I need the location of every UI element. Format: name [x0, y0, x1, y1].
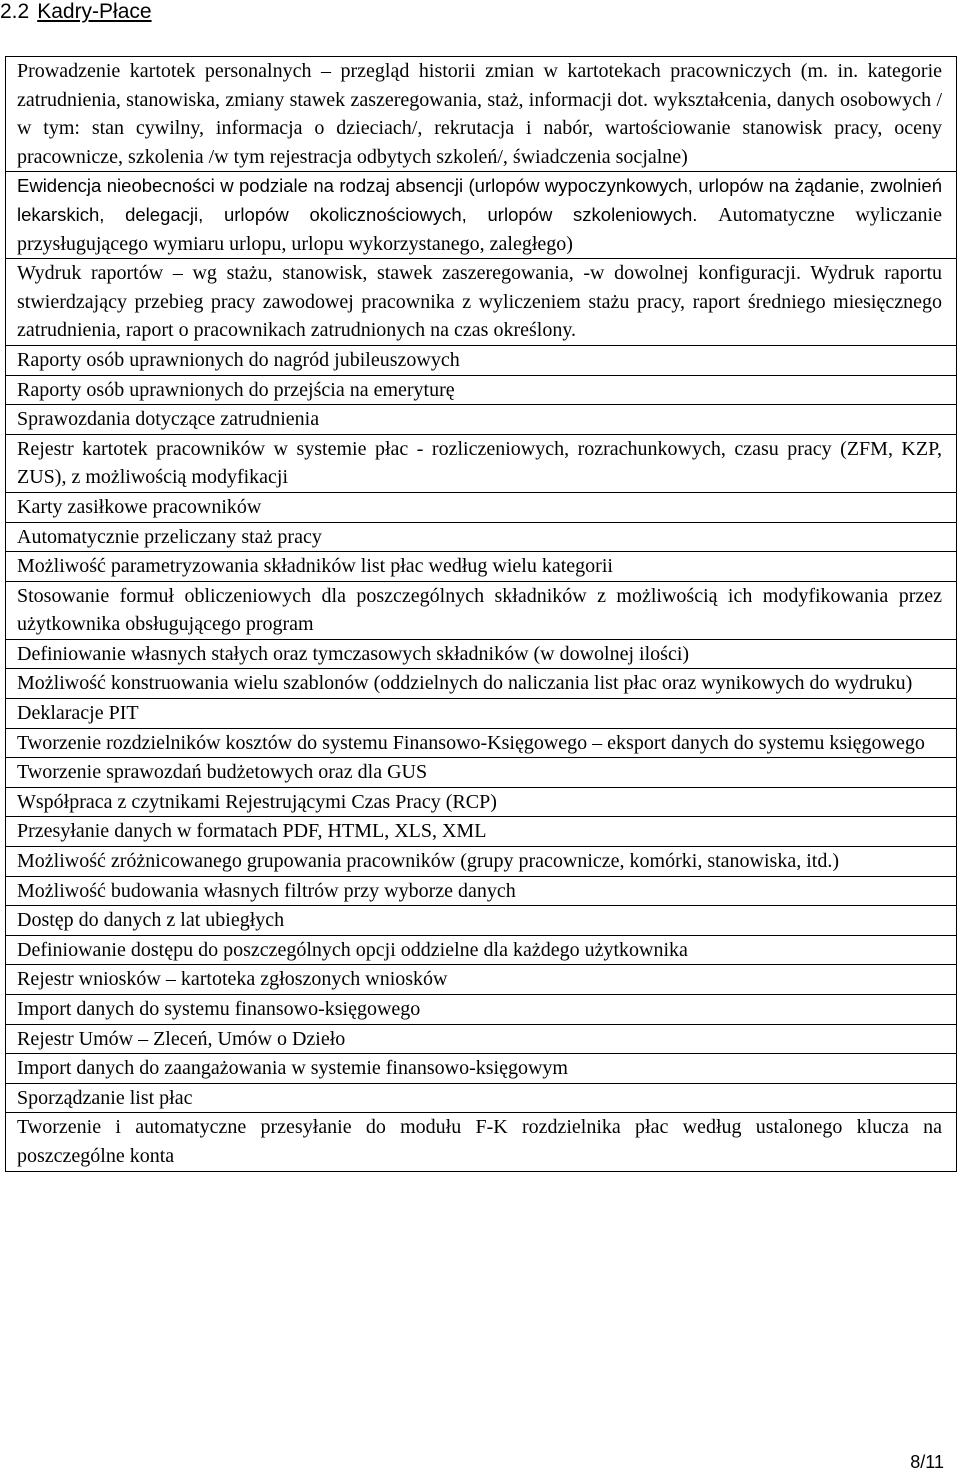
- requirement-text: Wydruk raportów – wg stażu, stanowisk, stawek zaszeregowania, -w dowolnej konfiguracji. Wydruk raportu stwierdzający przebieg pracy zawodowej pracownika z wyliczeniem stażu pracy, raport średniego miesięcznego zatrudnienia, raport o pracownikach zatrudnionych na czas określony.: [17, 262, 942, 342]
- requirement-text: Definiowanie własnych stałych oraz tymczasowych składników (w dowolnej ilości): [17, 642, 690, 665]
- table-row: [6, 552, 957, 582]
- requirement-text: Tworzenie rozdzielników kosztów do systemu Finansowo-Księgowego – eksport danych do systemu księgowego: [17, 731, 925, 754]
- requirement-text: Możliwość konstruowania wielu szablonów (oddzielnych do naliczania list płac oraz wynikowych do wydruku): [17, 672, 913, 695]
- table-row: [6, 906, 957, 936]
- requirement-cell: [6, 259, 957, 346]
- requirement-text: wykształcenia, danych osobowych / w tym: stan cywilny, informacja o dzieciach/, rekrutacja i nabór, wartościowanie stanowisk pracy, oceny pracownicze, szkolenia /w tym rejestracja odbytych szkoleń/, świadczenia socjalne): [17, 88, 943, 168]
- table-row: [6, 405, 957, 435]
- requirement-text: Raporty osób uprawnionych do nagród jubileuszowych: [17, 348, 460, 371]
- table-row: [6, 995, 957, 1025]
- table-row: [6, 345, 957, 375]
- requirement-text: Tworzenie sprawozdań budżetowych oraz dla GUS: [17, 761, 428, 784]
- table-row: [6, 1024, 957, 1054]
- table-row: [6, 492, 957, 522]
- requirement-text: Rejestr Umów – Zleceń, Umów o Dzieło: [17, 1027, 346, 1050]
- requirement-cell: [6, 434, 957, 492]
- table-row: [6, 1083, 957, 1113]
- requirement-text: Stosowanie formuł obliczeniowych dla poszczególnych składników z możliwością ich modyfikowania przez użytkownika obsługującego program: [17, 584, 942, 636]
- requirement-cell: [6, 699, 957, 729]
- requirement-text: Możliwość parametryzowania składników list płac według wielu kategorii: [17, 555, 613, 578]
- requirement-text: Przesyłanie danych w formatach PDF, HTML, XLS, XML: [17, 820, 487, 843]
- table-row: [6, 434, 957, 492]
- requirement-text: Definiowanie dostępu do poszczególnych opcji oddzielne dla każdego użytkownika: [17, 938, 688, 961]
- requirement-cell: [6, 787, 957, 817]
- table-row: [6, 669, 957, 699]
- requirement-text: Import danych do systemu finansowo-księgowego: [17, 998, 421, 1020]
- requirement-cell: [6, 172, 957, 259]
- requirement-text: Automatycznie przeliczany staż pracy: [17, 525, 322, 548]
- requirement-cell: [6, 1054, 957, 1084]
- requirement-text: Dostęp do danych z lat ubiegłych: [17, 909, 285, 932]
- requirement-cell: [6, 876, 957, 906]
- table-row: [6, 522, 957, 552]
- requirement-cell: [6, 375, 957, 405]
- table-row: [6, 1054, 957, 1084]
- table-row: [6, 787, 957, 817]
- requirement-cell: [6, 57, 957, 172]
- table-row: [6, 699, 957, 729]
- requirements-table: [5, 56, 957, 1172]
- requirement-cell: [6, 581, 957, 639]
- table-row: [6, 728, 957, 758]
- requirement-text: Możliwość budowania własnych filtrów przy wyborze danych: [17, 879, 516, 902]
- requirement-text: Rejestr wniosków – kartoteka zgłoszonych wniosków: [17, 968, 448, 991]
- requirement-text: Import danych do zaangażowania w systemie finansowo-księgowym: [17, 1057, 568, 1080]
- requirement-text: Tworzenie i automatyczne przesyłanie do modułu F-K rozdzielnika płac według ustalonego klucza na poszczególne konta: [17, 1116, 942, 1167]
- requirement-cell: [6, 935, 957, 965]
- table-row: [6, 965, 957, 995]
- requirement-text: Raporty osób uprawnionych do przejścia na emeryturę: [17, 378, 455, 401]
- requirement-cell: [6, 1024, 957, 1054]
- requirement-cell: [6, 405, 957, 435]
- table-row: [6, 375, 957, 405]
- section-title: Kadry-Płace: [37, 0, 152, 23]
- table-row: [6, 758, 957, 788]
- table-row: [6, 57, 957, 172]
- requirement-text: Możliwość zróżnicowanego grupowania pracowników (grupy pracownicze, komórki, stanowiska, itd.): [17, 850, 839, 873]
- table-row: [6, 847, 957, 877]
- requirement-text: Rejestr kartotek pracowników w systemie płac - rozliczeniowych, rozrachunkowych, czasu pracy (ZFM, KZP, ZUS), z możliwością modyfikacji: [17, 437, 942, 489]
- requirement-cell: [6, 345, 957, 375]
- requirement-text: Karty zasiłkowe pracowników: [17, 495, 262, 518]
- requirement-text: Sprawozdania dotyczące zatrudnienia: [17, 408, 320, 431]
- section-heading: [0, 0, 152, 24]
- requirement-text: Współpraca z czytnikami Rejestrującymi Czas Pracy (RCP): [17, 790, 497, 813]
- table-row: [6, 817, 957, 847]
- requirement-cell: [6, 522, 957, 552]
- requirement-cell: [6, 965, 957, 995]
- requirements-table-body: [6, 57, 957, 1172]
- requirement-cell: [6, 669, 957, 699]
- table-row: [6, 1113, 957, 1171]
- section-number: 2.2: [0, 0, 30, 23]
- page-number: 8/11: [910, 1452, 944, 1472]
- requirement-cell: [6, 758, 957, 788]
- requirement-cell: [6, 847, 957, 877]
- table-row: [6, 581, 957, 639]
- table-row: [6, 935, 957, 965]
- requirement-text: Prowadzenie kartotek personalnych – przegląd historii zmian w kartotekach pracowniczych (m. in. kategorie zatrudnienia, stanowiska, zmiany stawek zaszeregowania, staż, informacji dot.: [17, 60, 942, 111]
- requirement-cell: [6, 728, 957, 758]
- table-row: [6, 259, 957, 346]
- table-row: [6, 639, 957, 669]
- requirement-cell: [6, 1083, 957, 1113]
- requirement-cell: [6, 639, 957, 669]
- requirement-cell: [6, 1113, 957, 1171]
- requirement-cell: [6, 995, 957, 1025]
- requirement-cell: [6, 817, 957, 847]
- table-row: [6, 172, 957, 259]
- table-row: [6, 876, 957, 906]
- requirement-cell: [6, 492, 957, 522]
- requirement-text: Ewidencja nieobecności w podziale na rodzaj absencji (urlopów wypoczynkowych, urlopów na żądanie, zwolnień lekarskich, delegacji, urlopów okolicznościowych, urlopów szkoleniowych.: [17, 175, 942, 225]
- requirement-cell: [6, 552, 957, 582]
- requirement-text: Automatyczne wyliczanie przysługującego wymiaru urlopu, urlopu wykorzystanego, zaległego): [17, 203, 942, 255]
- requirement-text: Deklaracje PIT: [17, 702, 139, 725]
- requirement-cell: [6, 906, 957, 936]
- requirement-text: Sporządzanie list płac: [17, 1086, 193, 1109]
